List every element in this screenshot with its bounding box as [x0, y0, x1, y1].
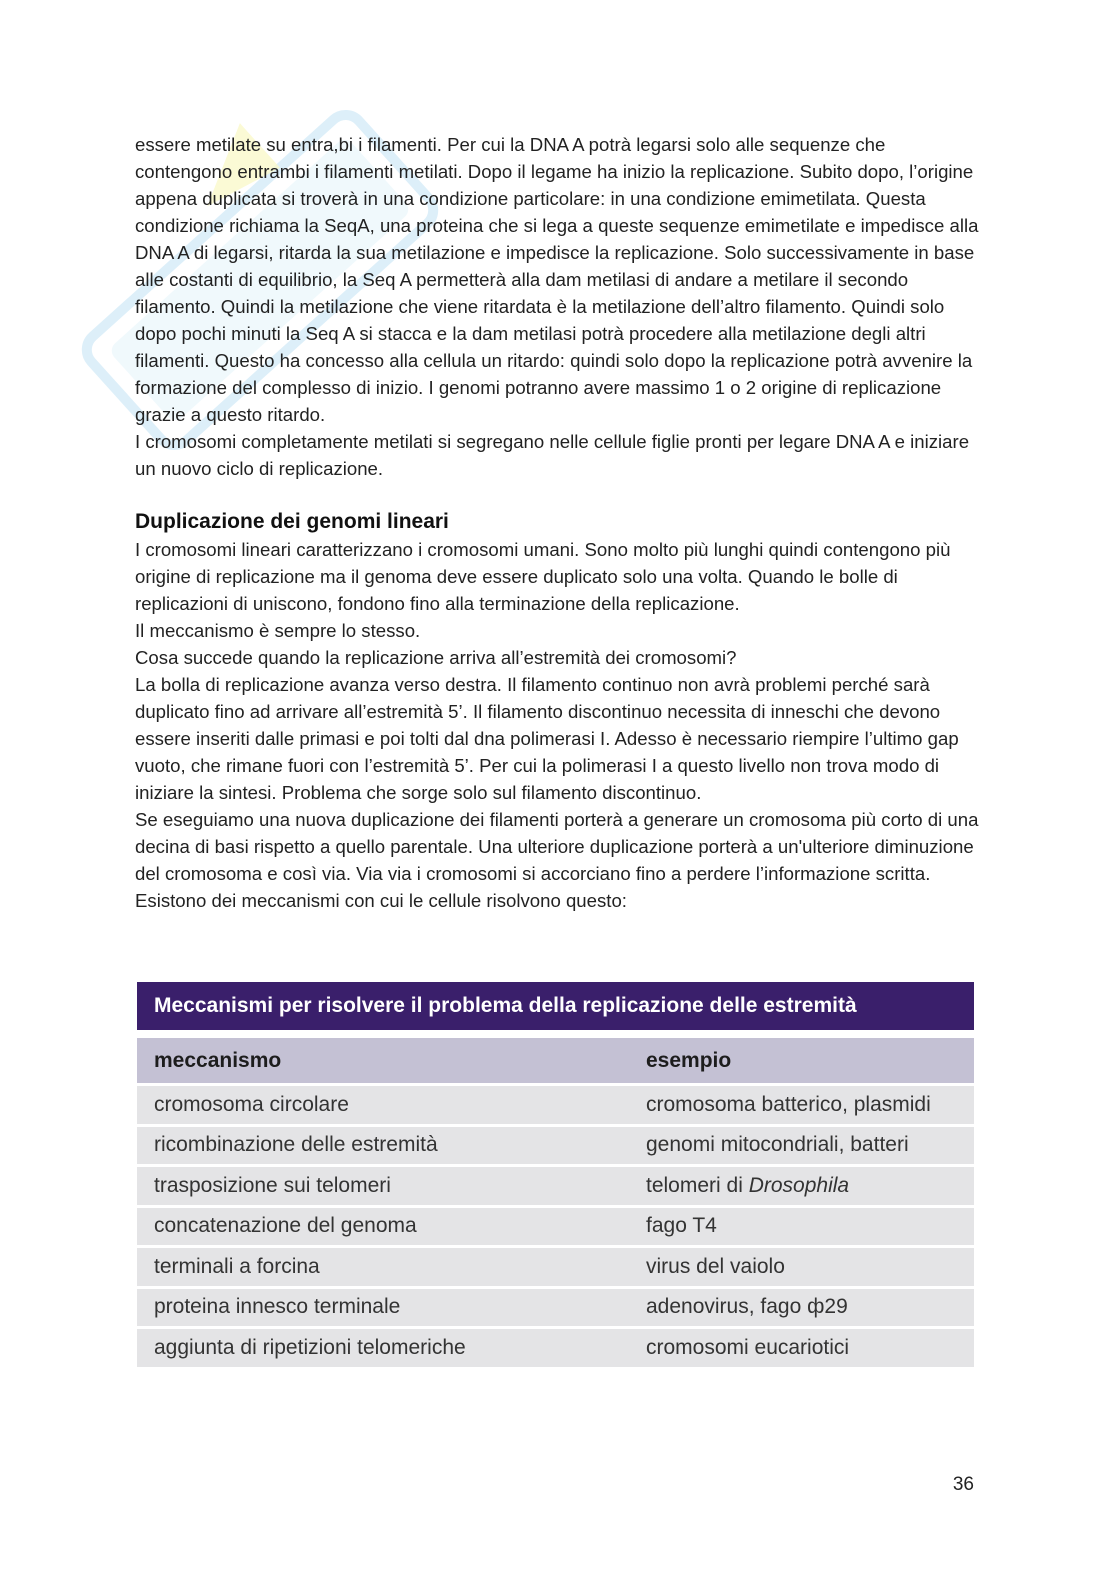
table-row: [137, 1248, 974, 1286]
header-meccanismo: meccanismo: [154, 1048, 282, 1072]
table-row: [137, 1289, 974, 1327]
cell-esempio: fago T4: [646, 1214, 717, 1238]
cell-esempio: cromosoma batterico, plasmidi: [646, 1092, 931, 1116]
table-row: [137, 1127, 974, 1165]
cell-esempio: adenovirus, fago ф29: [646, 1295, 848, 1319]
table-title: Meccanismi per risolvere il problema della replicazione delle estremità: [137, 982, 974, 1030]
header-esempio: esempio: [646, 1048, 732, 1072]
table-row: [137, 1086, 974, 1124]
cell-meccanismo: trasposizione sui telomeri: [154, 1173, 391, 1197]
cell-esempio: cromosomi eucariotici: [646, 1335, 850, 1359]
cell-meccanismo: terminali a forcina: [154, 1254, 320, 1278]
cell-esempio: virus del vaiolo: [646, 1254, 785, 1278]
cell-meccanismo: ricombinazione delle estremità: [154, 1133, 438, 1157]
paragraph-cromosomi-lineari: I cromosomi lineari caratterizzano i cromosomi umani. Sono molto più lunghi quindi contengono più origine di replicazione ma il genoma deve essere duplicato solo una volta. Quando le bolle di replicazioni di uniscono, fondono fino alla terminazione della replicazione.: [135, 539, 951, 614]
table-row: [137, 1208, 974, 1246]
paragraph-bolla-replicazione: La bolla di replicazione avanza verso destra. Il filamento continuo non avrà problemi perché sarà duplicato fino ad arrivare all’estremità 5’. Il filamento discontinuo necessita di inneschi che devono essere inseriti dalle primasi e poi tolti dal dna polimerasi I. Adesso è necessario riempire l’ultimo gap vuoto, che rimane fuori con l’estremità 5’. Per cui la polimerasi I a questo livello non trova modo di iniziare la sintesi. Problema che sorge solo sul filamento discontinuo.: [135, 674, 959, 803]
paragraph-accorciamento: Se eseguiamo una nuova duplicazione dei filamenti porterà a generare un cromosoma più corto di una decina di basi rispetto a quello parentale. Una ulteriore duplicazione porterà a un'ulteriore diminuzione del cromosoma e così via. Via via i cromosomi si accorciano fino a perdere l’informazione scritta. Esistono dei meccanismi con cui le cellule risolvono questo:: [135, 809, 979, 911]
mechanisms-table: [137, 982, 974, 1367]
cell-meccanismo: cromosoma circolare: [154, 1092, 349, 1116]
cell-esempio: telomeri di Drosophila: [646, 1173, 850, 1197]
page-number: 36: [952, 1474, 974, 1495]
cell-meccanismo: concatenazione del genoma: [154, 1214, 417, 1238]
paragraph-meccanismo: Il meccanismo è sempre lo stesso.: [135, 620, 421, 641]
table-header-row: [137, 1038, 974, 1083]
cell-esempio: genomi mitocondriali, batteri: [646, 1133, 909, 1157]
section-heading: Duplicazione dei genomi lineari: [135, 510, 449, 533]
table-row: [137, 1329, 974, 1367]
paragraph-segregazione: I cromosomi completamente metilati si segregano nelle cellule figlie pronti per legare DNA A e iniziare un nuovo ciclo di replicazione.: [135, 431, 970, 479]
paragraph-metilazione: essere metilate su entra,bi i filamenti. Per cui la DNA A potrà legarsi solo alle sequenze che contengono entrambi i filamenti metilati. Dopo il legame ha inizio la replicazione. Subito dopo, l’origine appena duplicata si troverà in una condizione particolare: in una condizione emimetilata. Questa condizione richiama la SeqA, una proteina che si lega a queste sequenze emimetilate e impedisce alla DNA A di legarsi, ritarda la sua metilazione e impedisce la replicazione. Solo successivamente in base alle costanti di equilibrio, la Seq A permetterà alla dam metilasi di andare a metilare il secondo filamento. Quindi la metilazione che viene ritardata è la metilazione dell’altro filamento. Quindi solo dopo pochi minuti la Seq A si stacca e la dam metilasi potrà procedere alla metilazione degli altri filamenti. Questo ha concesso alla cellula un ritardo: quindi solo dopo la replicazione potrà avvenire la formazione del complesso di inizio. I genomi potranno avere massimo 1 o 2 origine di replicazione grazie a questo ritardo.: [135, 134, 979, 425]
document-body: [135, 131, 985, 914]
cell-meccanismo: proteina innesco terminale: [154, 1295, 401, 1319]
paragraph-domanda: Cosa succede quando la replicazione arriva all’estremità dei cromosomi?: [135, 647, 737, 668]
cell-meccanismo: aggiunta di ripetizioni telomeriche: [154, 1335, 466, 1359]
table-row: [137, 1167, 974, 1205]
